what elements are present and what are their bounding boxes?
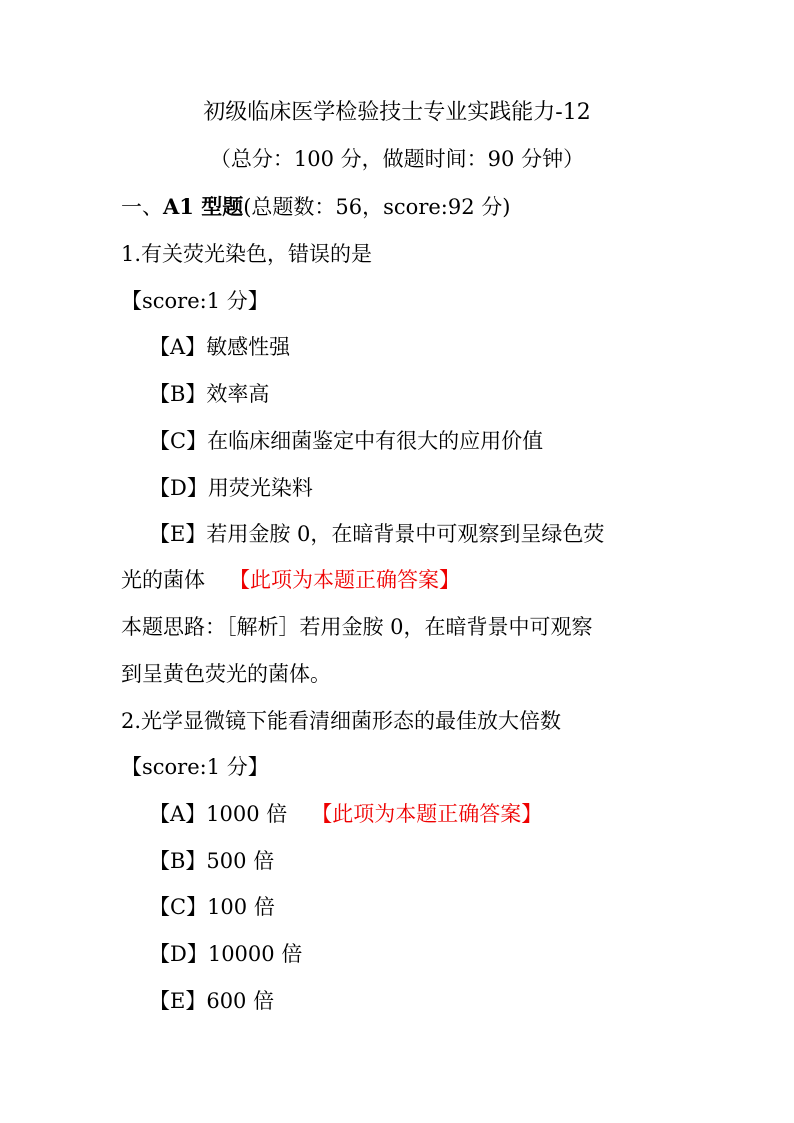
document-subtitle: （总分：100 分，做题时间：90 分钟）	[209, 147, 585, 171]
option-b: 【B】500 倍	[149, 849, 275, 873]
document-title: 初级临床医学检验技士专业实践能力-12	[203, 100, 591, 125]
option-c: 【C】100 倍	[149, 895, 275, 919]
question-score: 【score:1 分】	[121, 755, 269, 779]
section-prefix: 一、	[121, 195, 163, 219]
question-stem: 1.有关荧光染色，错误的是	[121, 242, 373, 266]
option-d: 【D】用荧光染料	[149, 476, 313, 500]
analysis-line: 本题思路：［解析］若用金胺 0，在暗背景中可观察	[121, 615, 593, 639]
option-e: 【E】若用金胺 0，在暗背景中可观察到呈绿色荧	[149, 522, 605, 546]
option-e-continuation	[0, 566, 794, 594]
correct-answer-mark: 【此项为本题正确答案】	[229, 568, 460, 592]
section-info: (总题数：56，score:92 分)	[243, 195, 511, 219]
question-stem: 2.光学显微镜下能看清细菌形态的最佳放大倍数	[121, 709, 562, 733]
section-type: A1 型题	[163, 194, 244, 219]
correct-answer-mark: 【此项为本题正确答案】	[311, 802, 543, 826]
section-heading	[0, 193, 794, 221]
option-b: 【B】效率高	[149, 382, 270, 406]
question-score: 【score:1 分】	[121, 289, 269, 313]
option-d: 【D】10000 倍	[149, 942, 303, 966]
option-e-text: 光的菌体	[121, 568, 205, 592]
option-e: 【E】600 倍	[149, 989, 275, 1013]
option-a: 【A】敏感性强	[149, 335, 291, 359]
option-c: 【C】在临床细菌鉴定中有很大的应用价值	[149, 429, 544, 453]
option-a	[0, 800, 794, 828]
analysis-line: 到呈黄色荧光的菌体。	[121, 662, 331, 686]
option-a-text: 【A】1000 倍	[149, 802, 288, 826]
